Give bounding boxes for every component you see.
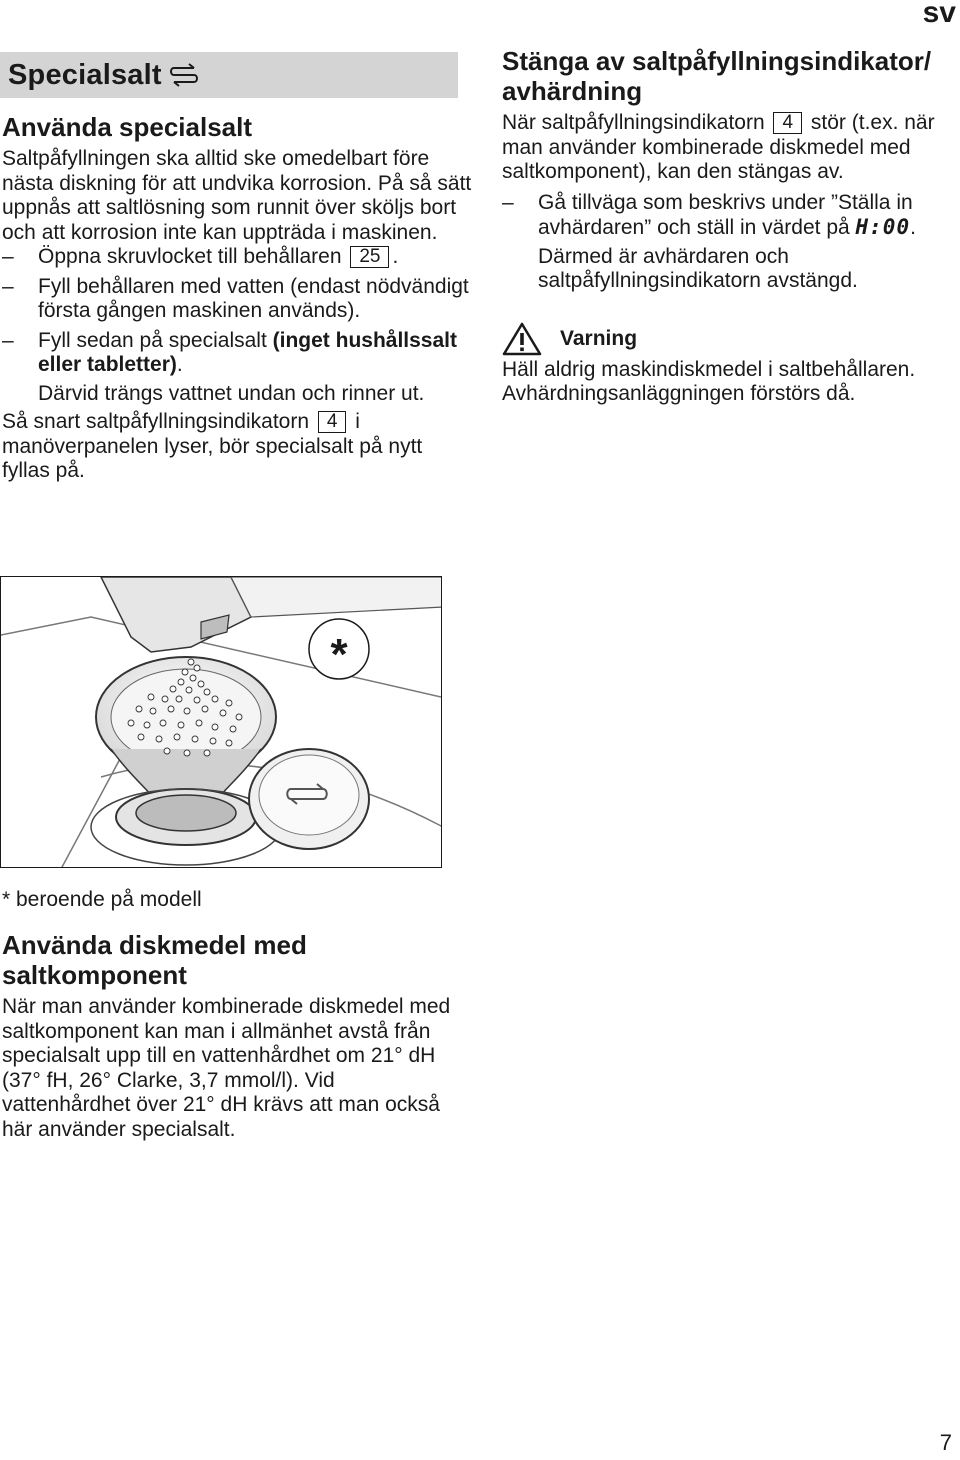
right-column — [502, 46, 958, 407]
step-set-hardness-note: Därmed är avhärdaren och saltpåfyllningsindikatorn avstängd. — [538, 244, 858, 292]
lower-section — [2, 930, 472, 1142]
step-fill-salt-note: Därvid trängs vattnet undan och rinner ut. — [38, 381, 425, 405]
warning-triangle-icon — [502, 322, 542, 356]
warning-header — [502, 322, 958, 356]
display-value: H:00 — [855, 215, 911, 239]
warning-label: Varning — [560, 326, 638, 350]
salt-refill-icon — [170, 62, 200, 88]
left-intro: Saltpåfyllningen ska alltid ske omedelbart före nästa diskning för att undvika korrosion. På så sätt uppnås att saltlösning som runnit över sköljs bort och att korrosion inte kan uppträda i maskinen. — [2, 147, 472, 244]
lower-heading: Använda diskmedel med saltkomponent — [2, 930, 307, 990]
ref-box-4: 4 — [773, 112, 802, 134]
right-heading: Stänga av saltpåfyllningsindikator/ avhärdning — [502, 46, 932, 106]
left-column — [2, 112, 472, 484]
ref-box-25: 25 — [350, 246, 389, 268]
page-number: 7 — [939, 1430, 952, 1455]
footnote: * beroende på modell — [2, 888, 202, 911]
warning-text: Häll aldrig maskindiskmedel i saltbehållaren. Avhärdningsanläggningen förstörs då. — [502, 357, 916, 405]
step-open-cap: – Öppna skruvlocket till behållaren 25 . — [2, 245, 399, 268]
left-heading: Använda specialsalt — [2, 112, 252, 142]
ref-box-4: 4 — [318, 411, 347, 433]
section-header — [0, 52, 458, 98]
step-fill-salt: – Fyll sedan på specialsalt (inget hushållssalt eller tabletter). — [2, 328, 457, 376]
language-tag: sv — [922, 0, 956, 29]
salt-funnel-illustration — [0, 576, 442, 868]
right-intro: När saltpåfyllningsindikatorn 4 stör (t.ex. när man använder kombinerade diskmedel med saltkomponent), kan den stängas av. — [502, 111, 935, 183]
step-fill-water: – Fyll behållaren med vatten (endast nödvändigt första gången maskinen används). — [2, 274, 469, 322]
model-dependent-marker: * — [330, 630, 348, 679]
lower-body: När man använder kombinerade diskmedel med saltkomponent kan man i allmänhet avstå från specialsalt upp till en vattenhårdhet om 21° dH (37° fH, 26° Clarke, 3,7 mmol/l). Vid vattenhårdhet över 21° dH krävs att man också här använder specialsalt. — [2, 995, 451, 1141]
section-title: Specialsalt — [8, 58, 162, 91]
left-closing: Så snart saltpåfyllningsindikatorn 4 i manöverpanelen lyser, bör specialsalt på nytt fyllas på. — [2, 410, 423, 482]
funnel-drawing — [1, 577, 442, 868]
step-set-hardness: – Gå tillväga som beskrivs under ”Ställa in avhärdaren” och ställ in värdet på H:00. — [502, 190, 916, 239]
